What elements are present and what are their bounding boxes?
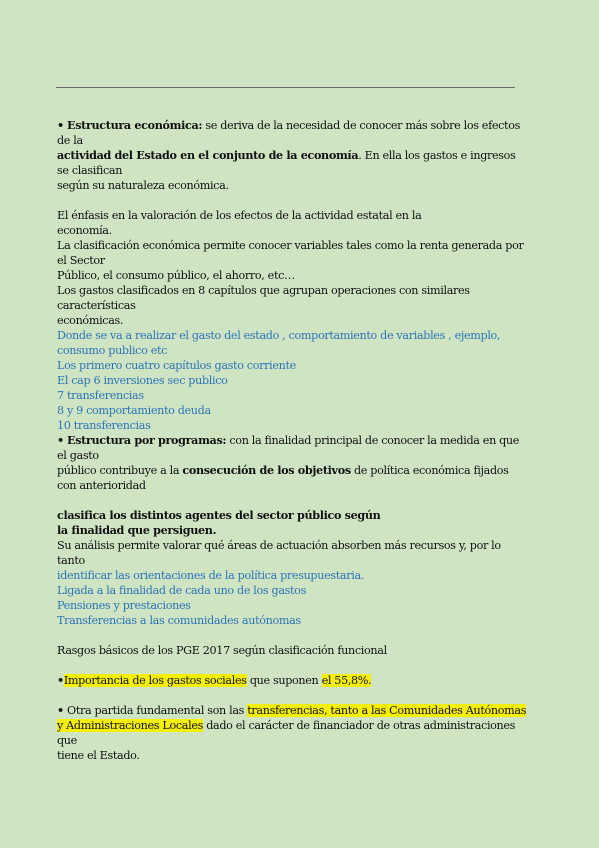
paragraph-program-structure [57,433,527,493]
note-line: 8 y 9 comportamiento deuda [57,404,211,417]
text-span: Su análisis permite valorar qué áreas de actuación absorben más recursos y, por lo tanto [57,539,501,567]
bullet-icon: • [57,703,64,717]
paragraph-economic-structure [57,118,527,193]
note-line: Transferencias a las comunidades autónomas [57,614,301,627]
text-line: Los gastos clasificados en 8 capítulos que agrupan operaciones con similares características [57,284,470,312]
text-line: El énfasis en la valoración de los efectos de la actividad estatal en la [57,209,422,222]
term-economic-structure: Estructura económica: [67,118,203,132]
note-line: Pensiones y prestaciones [57,599,191,612]
paragraph-pge-2017: Rasgos básicos de los PGE 2017 según clasificación funcional [57,644,387,657]
notes-budget-orientation [57,568,527,628]
note-line: Los primero cuatro capítulos gasto corriente [57,359,296,372]
highlight-percentage: el 55,8%. [321,674,372,687]
text-line: La clasificación económica permite conocer variables tales como la renta generada por el Sector [57,239,524,267]
note-line: El cap 6 inversiones sec publico [57,374,228,387]
text-line: economía. [57,224,112,237]
text-span: según su naturaleza económica. [57,179,229,192]
text-span: público contribuye a la [57,464,183,477]
term-objectives: consecución de los objetivos [182,463,351,477]
text-span: con la finalidad principal de conocer la medida en que el gasto [57,434,520,462]
note-line: Donde se va a realizar el gasto del estado , comportamiento de variables , ejemplo, consumo publico etc [57,329,501,357]
document-body [57,118,527,763]
text-span: Otra partida fundamental son las [63,704,248,717]
paragraph-social-spending [57,673,527,688]
note-line: identificar las orientaciones de la política presupuestaria. [57,569,364,582]
note-line: 10 transferencias [57,419,151,432]
header-rule [56,87,515,88]
text-span: . En ella los gastos e ingresos se clasifican [57,149,516,177]
paragraph-transfers [57,703,527,763]
paragraph-economic-classification [57,208,527,328]
text-line: Público, el consumo público, el ahorro, etc… [57,269,295,282]
term-state-activity: actividad del Estado en el conjunto de la economía [57,148,359,162]
bold-line: la finalidad que persiguen. [57,523,217,537]
text-span: de política económica fijados con anterioridad [57,464,509,492]
text-span: tiene el Estado. [57,749,140,762]
text-span: dado el carácter de financiador de otras administraciones que [57,719,516,747]
note-line: Ligada a la finalidad de cada uno de los gastos [57,584,306,597]
highlight-transfers: transferencias, tanto a las Comunidades Autónomas y Administraciones Locales [57,704,527,732]
bullet-icon: • [57,673,64,687]
notes-economic-chapters [57,328,527,433]
bold-line: clasifica los distintos agentes del sector público según [57,508,381,522]
text-span: que suponen [246,674,322,687]
bullet-icon: • [57,433,64,447]
text-span: se deriva de la necesidad de conocer más sobre los efectos de la [57,119,520,147]
text-line: económicas. [57,314,124,327]
note-line: 7 transferencias [57,389,144,402]
highlight-social-spending: Importancia de los gastos sociales [63,674,247,687]
term-program-structure: Estructura por programas: [67,433,227,447]
paragraph-agents [57,508,527,568]
bullet-icon: • [57,118,64,132]
